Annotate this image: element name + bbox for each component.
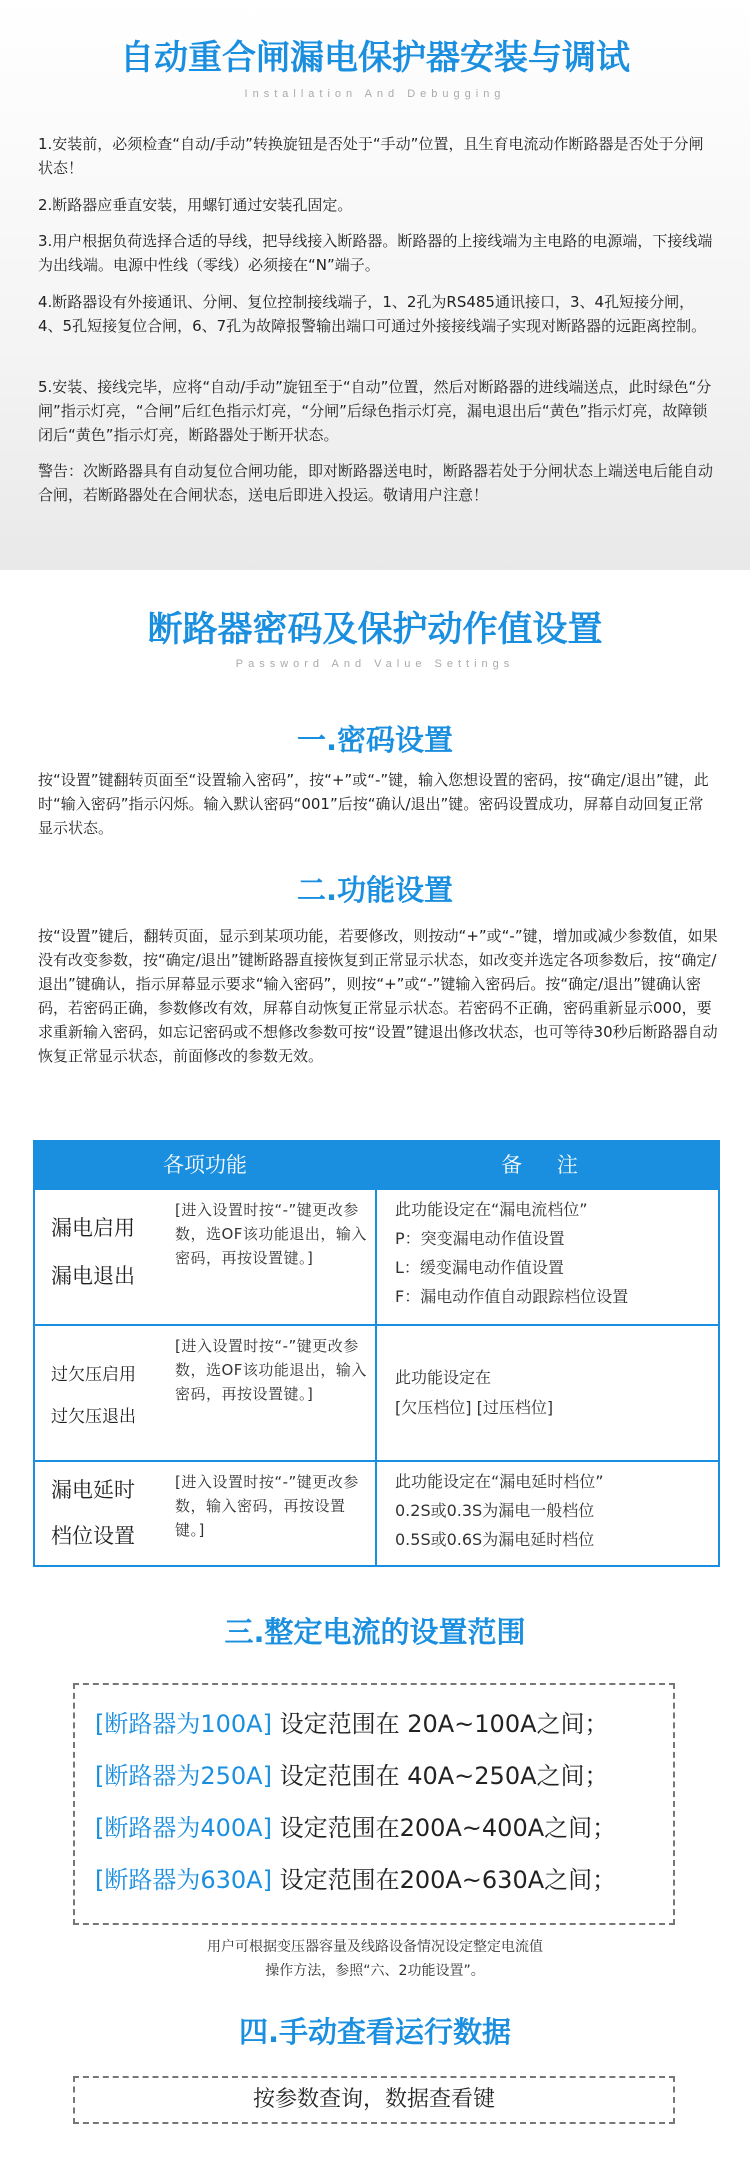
install-step-1: 1.安装前，必须检查“自动/手动”转换旋钮是否处于“手动”位置，且生育电流动作断路器是否处于分闸状态！ [38,135,704,177]
installation-title: 自动重合闸漏电保护器安装与调试 [120,38,630,78]
range-breaker: [断路器为100A] [95,1710,272,1738]
note-line: 此功能设定在“漏电流档位” [395,1200,588,1219]
range-value: 设定范围在 40A~250A之间； [271,1762,609,1790]
function-name: 漏电启用 [51,1216,135,1240]
table-divider [375,1188,377,1565]
view-box: 按参数查询，数据查看键 [73,2076,675,2124]
range-note: 操作方法，参照“六、2功能设置”。 [265,1963,485,1979]
password-text: 按“设置”键翻转页面至“设置输入密码”，按“+”或“-”键，输入您想设置的密码，按“确定/退出”键，此时“输入密码”指示闪烁。输入默认密码“001”后按“确认/退出”键。密码设置成功，屏幕自动回复正常显示状态。 [38,771,709,837]
table-header [35,1142,718,1188]
table-header-functions: 各项功能 [163,1153,247,1177]
table-header-notes: 备 注 [501,1153,592,1177]
range-breaker: [断路器为250A] [95,1762,272,1790]
range-line [95,1865,616,1895]
function-name: 漏电退出 [51,1264,135,1288]
range-box [73,1683,675,1925]
view-heading: 四.手动查看运行数据 [238,2015,512,2049]
install-step-3: 3.用户根据负荷选择合适的导线，把导线接入断路器。断路器的上接线端为主电路的电源端，下接线端为出线端。电源中性线（零线）必须接在“N”端子。 [38,232,713,274]
function-table [33,1140,720,1567]
range-value: 设定范围在200A~630A之间； [271,1866,617,1894]
range-line [95,1813,616,1843]
note-line: 此功能设定在 [395,1368,492,1387]
range-breaker: [断路器为400A] [95,1814,272,1842]
function-name: 过欠压启用 [51,1365,136,1385]
range-heading: 三.整定电流的设置范围 [224,1615,526,1649]
function-desc: [进入设置时按“-”键更改参数，输入密码，再按设置键。] [175,1473,359,1539]
range-value: 设定范围在 20A~100A之间； [271,1710,609,1738]
note-line: L：缓变漏电动作值设置 [395,1258,564,1277]
function-name: 过欠压退出 [51,1407,136,1427]
install-warning: 警告：次断路器具有自动复位合闸功能，即对断路器送电时，断路器若处于分闸状态上端送电后能自动合闸，若断路器处在合闸状态，送电后即进入投运。敬请用户注意！ [38,462,714,504]
settings-subtitle: Password And Value Settings [235,658,515,670]
function-name: 漏电延时 [51,1478,135,1502]
note-line: 0.2S或0.3S为漏电一般档位 [395,1501,595,1520]
note-line: 0.5S或0.6S为漏电延时档位 [395,1530,595,1549]
install-step-5: 5.安装、接线完毕，应将“自动/手动”旋钮至于“自动”位置，然后对断路器的进线端送点，此时绿色“分闸”指示灯亮，“合闸”后红色指示灯亮，“分闸”后绿色指示灯亮，漏电退出后“黄色”指示灯亮，故障锁闭后“黄色”指示灯亮，断路器处于断开状态。 [38,378,712,444]
password-heading: 一.密码设置 [296,723,454,757]
installation-subtitle: Installation And Debugging [244,88,506,100]
function-name: 档位设置 [51,1524,135,1548]
function-text: 按“设置”键后，翻转页面，显示到某项功能，若要修改，则按动“+”或“-”键，增加或减少参数值，如果没有改变参数，按“确定/退出”键断路器直接恢复到正常显示状态，如改变并选定各项参数后，按“确定/退出”键确认，指示屏幕显示要求“输入密码”，则按“+”或“-”键输入密码后。按“确定/退出”键确认密码，若密码正确，参数修改有效，屏幕自动恢复正常显示状态。若密码不正确，密码重新显示000，要求重新输入密码，如忘记密码或不想修改参数可按“设置”键退出修改状态，也可等待30秒后断路器自动恢复正常显示状态，前面修改的参数无效。 [38,927,718,1065]
function-desc: [进入设置时按“-”键更改参数，选OF该功能退出，输入密码，再按设置键。] [175,1337,367,1403]
note-line: 此功能设定在“漏电延时档位” [395,1472,604,1491]
install-step-2: 2.断路器应垂直安装，用螺钉通过安装孔固定。 [38,196,353,214]
range-breaker: [断路器为630A] [95,1866,272,1894]
range-value: 设定范围在200A~400A之间； [271,1814,617,1842]
function-heading: 二.功能设置 [296,873,454,907]
settings-title: 断路器密码及保护动作值设置 [147,610,603,650]
range-note: 用户可根据变压器容量及线路设备情况设定整定电流值 [207,1939,543,1955]
install-step-4: 4.断路器设有外接通讯、分闸、复位控制接线端子，1、2孔为RS485通讯接口，3、4孔短接分闸，4、5孔短接复位合闸，6、7孔为故障报警输出端口可通过外接接线端子实现对断路器的远距离控制。 [38,293,707,335]
function-desc: [进入设置时按“-”键更改参数，选OF该功能退出，输入密码，再按设置键。] [175,1201,367,1267]
range-line [95,1761,609,1791]
installation-section [0,0,750,570]
note-line: [欠压档位] [过压档位] [395,1398,554,1417]
range-line [95,1709,609,1739]
note-line: P：突变漏电动作值设置 [395,1229,565,1248]
note-line: F：漏电动作值自动跟踪档位设置 [395,1287,629,1306]
